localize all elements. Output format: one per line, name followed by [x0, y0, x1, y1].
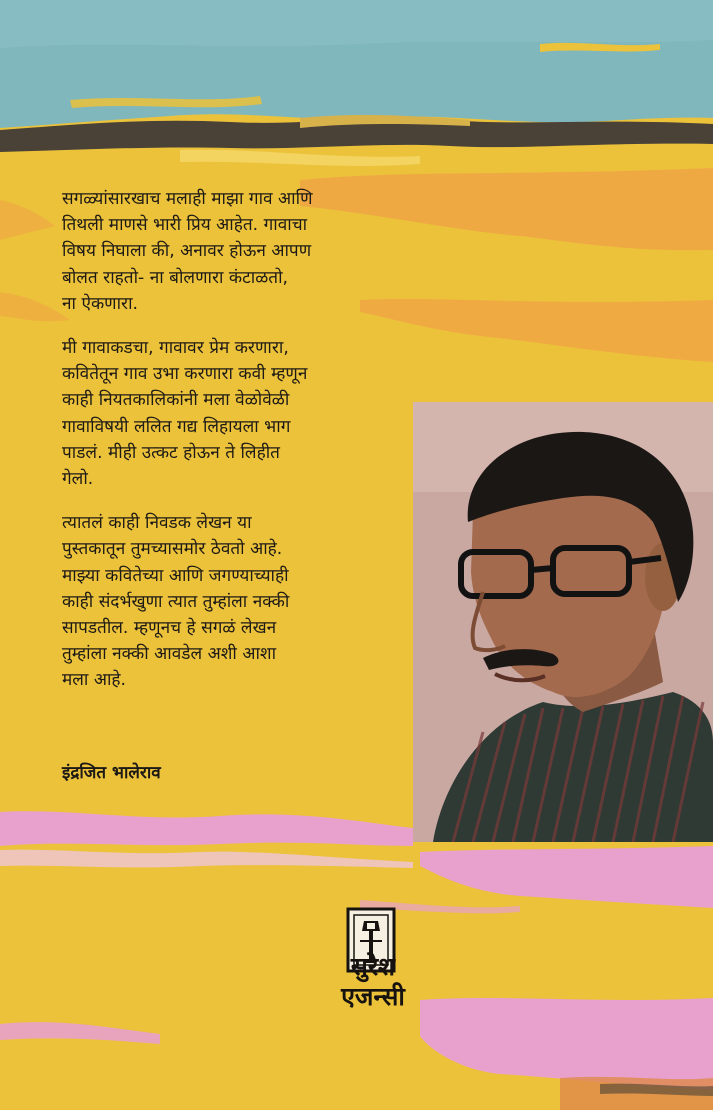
- blurb-line: काही नियतकालिकांनी मला वेळोवेळी: [62, 390, 290, 411]
- blurb-line: त्यातलं काही निवडक लेखन या: [62, 513, 252, 534]
- blurb-line: तुम्हांला नक्की आवडेल अशी आशा: [62, 644, 277, 665]
- blurb-line: मी गावाकडचा, गावावर प्रेम करणारा,: [62, 338, 289, 359]
- blurb-line: सगळ्यांसारखाच मलाही माझा गाव आणि: [62, 189, 313, 209]
- blurb-line: ना ऐकणारा.: [62, 293, 138, 314]
- publisher-logo: [318, 952, 428, 1012]
- blurb-line: कवितेतून गाव उभा करणारा कवी म्हणून: [62, 364, 308, 385]
- blurb-line: तिथली माणसे भारी प्रिय आहेत. गावाचा: [62, 215, 308, 236]
- blurb-line: बोलत राहतो- ना बोलणारा कंटाळतो,: [62, 267, 288, 288]
- publisher-name-line1: सुरेश: [350, 952, 396, 981]
- author-photo: [413, 402, 713, 842]
- blurb-paragraph: [62, 335, 422, 492]
- blurb-line: विषय निघाला की, अनावर होऊन आपण: [62, 241, 312, 262]
- blurb-line: मला आहे.: [62, 670, 127, 691]
- blurb-paragraph: [62, 510, 422, 693]
- author-name: इंद्रजित भालेराव: [62, 763, 161, 783]
- blurb-paragraph: [62, 186, 422, 317]
- blurb-line: सापडतील. म्हणूनच हे सगळं लेखन: [62, 618, 277, 639]
- blurb-line: माझ्या कवितेच्या आणि जगण्याच्याही: [62, 565, 289, 586]
- publisher-name-line2: एजन्सी: [341, 982, 405, 1011]
- blurb-line: पाडलं. मीही उत्कट होऊन ते लिहीत: [62, 442, 280, 463]
- blurb-line: काही संदर्भखुणा त्यात तुम्हांला नक्की: [62, 591, 290, 612]
- blurb-line: पुस्तकातून तुमच्यासमोर ठेवतो आहे.: [62, 539, 283, 560]
- blurb-text: [62, 186, 422, 712]
- blurb-line: गेलो.: [62, 469, 94, 490]
- blurb-line: गावाविषयी ललित गद्य लिहायला भाग: [62, 416, 291, 437]
